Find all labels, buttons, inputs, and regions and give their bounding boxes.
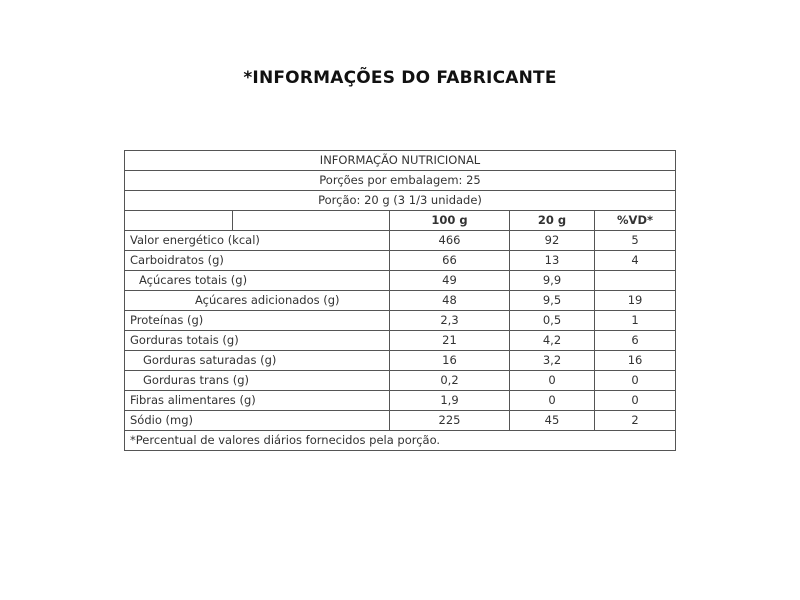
value-20g: 0 — [510, 391, 595, 411]
nutrient-label: Fibras alimentares (g) — [125, 391, 390, 411]
table-row — [125, 311, 676, 331]
value-vd: 1 — [595, 311, 676, 331]
nutrient-label: Gorduras saturadas (g) — [125, 351, 390, 371]
value-100g: 1,9 — [390, 391, 510, 411]
value-20g: 13 — [510, 251, 595, 271]
servings-per-package: Porções por embalagem: 25 — [125, 171, 676, 191]
value-vd — [595, 271, 676, 291]
table-row — [125, 231, 676, 251]
value-20g: 9,5 — [510, 291, 595, 311]
header-empty-cell — [125, 211, 233, 231]
header-row — [125, 211, 676, 231]
value-vd: 5 — [595, 231, 676, 251]
value-100g: 225 — [390, 411, 510, 431]
table-row — [125, 331, 676, 351]
table-row — [125, 391, 676, 411]
table-title-row — [125, 151, 676, 171]
nutrition-table — [124, 150, 676, 451]
footnote: *Percentual de valores diários fornecidos pela porção. — [125, 431, 676, 451]
value-100g: 0,2 — [390, 371, 510, 391]
page-title: *INFORMAÇÕES DO FABRICANTE — [243, 68, 557, 88]
value-vd: 19 — [595, 291, 676, 311]
table-row — [125, 351, 676, 371]
value-100g: 2,3 — [390, 311, 510, 331]
value-20g: 45 — [510, 411, 595, 431]
value-100g: 21 — [390, 331, 510, 351]
servings-row — [125, 171, 676, 191]
serving-size: Porção: 20 g (3 1/3 unidade) — [125, 191, 676, 211]
value-vd: 4 — [595, 251, 676, 271]
value-100g: 49 — [390, 271, 510, 291]
value-vd: 0 — [595, 371, 676, 391]
value-vd: 6 — [595, 331, 676, 351]
table-row — [125, 251, 676, 271]
value-100g: 48 — [390, 291, 510, 311]
value-100g: 466 — [390, 231, 510, 251]
nutrient-label: Gorduras trans (g) — [125, 371, 390, 391]
value-vd: 2 — [595, 411, 676, 431]
header-100g: 100 g — [390, 211, 510, 231]
table-row — [125, 291, 676, 311]
value-20g: 9,9 — [510, 271, 595, 291]
nutrient-label: Açúcares totais (g) — [125, 271, 390, 291]
value-20g: 92 — [510, 231, 595, 251]
header-empty-cell — [233, 211, 390, 231]
footnote-row — [125, 431, 676, 451]
nutrient-label: Proteínas (g) — [125, 311, 390, 331]
nutrient-label: Carboidratos (g) — [125, 251, 390, 271]
nutrient-label: Açúcares adicionados (g) — [125, 291, 390, 311]
value-vd: 16 — [595, 351, 676, 371]
serving-size-row — [125, 191, 676, 211]
nutrient-label: Valor energético (kcal) — [125, 231, 390, 251]
table-row — [125, 411, 676, 431]
value-20g: 3,2 — [510, 351, 595, 371]
header-20g: 20 g — [510, 211, 595, 231]
value-20g: 4,2 — [510, 331, 595, 351]
header-vd: %VD* — [595, 211, 676, 231]
value-100g: 66 — [390, 251, 510, 271]
nutrient-label: Sódio (mg) — [125, 411, 390, 431]
value-100g: 16 — [390, 351, 510, 371]
value-20g: 0 — [510, 371, 595, 391]
nutrient-label: Gorduras totais (g) — [125, 331, 390, 351]
table-row — [125, 371, 676, 391]
value-20g: 0,5 — [510, 311, 595, 331]
value-vd: 0 — [595, 391, 676, 411]
table-title: INFORMAÇÃO NUTRICIONAL — [125, 151, 676, 171]
table-row — [125, 271, 676, 291]
